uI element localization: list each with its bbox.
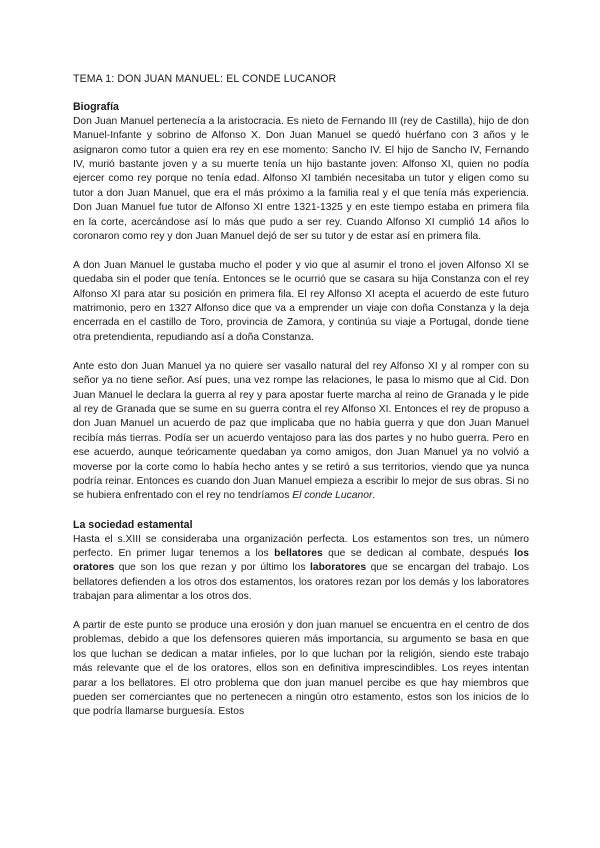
paragraph-sociedad-2: A partir de este punto se produce una erosión y don juan manuel se encuentra en el centro de dos problemas, debido a que los defensores quieren más importancia, su argumento se basa en que los que luchan se dedican a matar infieles, por lo que luchan por la religión, siendo este trabajo más relevante que el de los oratores, ellos son en definitiva imprescindibles. Los reyes intentan parar a los bellatores. El otro problema que don juan manuel percibe es que hay miembros que pueden ser comerciantes que no pertenecen a ningún otro estamento, estos son los inicios de lo que podría llamarse burguesía. Estos [73,619,529,718]
paragraph-biografia-3 [73,360,529,504]
paragraph-sociedad-1 [73,533,529,605]
term-oratores: los oratores [73,547,529,574]
document-title: TEMA 1: DON JUAN MANUEL: EL CONDE LUCANOR [73,73,337,85]
paragraph-text: que son los que rezan y por último los [114,562,311,574]
term-bellatores: bellatores [274,547,323,559]
term-laboratores: laboratores [310,562,367,574]
paragraph-biografia-1: Don Juan Manuel pertenecía a la aristocracia. Es nieto de Fernando III (rey de Castilla), hijo de don Manuel-Infante y sobrino de Alfonso X. Don Juan Manuel se quedó huérfano con 3 años y le asignaron como tutor a quien era rey en ese momento: Sancho IV. El hijo de Sancho IV, Fernando IV, murió bastante joven y a su muerte tenía un hijo bastante joven: Alfonso XI, quien no podía ejercer como rey porque no tenía edad. Alfonso XI también necesitaba un tutor y eligen como su tutor a don Juan Manuel, que era el más próximo a la familia real y el que tenía más experiencia. Don Juan Manuel fue tutor de Alfonso XI entre 1321-1325 y en este tiempo estaba en primera fila en la corte, acercándose así lo más que pudo a ser rey. Cuando Alfonso XI cumplió 14 años lo coronaron como rey y don Juan Manuel dejó de ser su tutor y de estar así en primera fila. [73,115,529,243]
section-heading-biografia: Biografía [73,101,119,114]
document-page [73,72,529,720]
paragraph-text: Hasta el s.XIII se consideraba una organización perfecta. Los estamentos son tres, un número perfecto. En primer lugar tenemos a los [73,533,529,559]
book-title: El conde Lucanor [292,490,373,502]
paragraph-biografia-2: A don Juan Manuel le gustaba mucho el poder y vio que al asumir el trono el joven Alfonso XI se quedaba sin el poder que tenía. Entonces se le ocurrió que se casara su hija Constanza con el rey Alfonso XI para atar su posición en primera fila. El rey Alfonso XI acepta el acuerdo de este futuro matrimonio, pero en 1327 Alfonso dice que va a emprender un viaje con doña Constanza y la deja encerrada en el castillo de Toro, provincia de Zamora, y continúa su viaje a Portugal, donde tiene otra pretendienta, repudiando así a doña Constanza. [73,259,529,343]
paragraph-text-end: . [372,490,376,502]
paragraph-text: que se encargan del trabajo. Los bellatores defienden a los otros dos estamentos, los oratores rezan por los demás y los laboratores trabajan para alimentar a los otros dos. [73,562,529,603]
section-heading-sociedad: La sociedad estamental [73,519,193,532]
paragraph-text: que se dedican al combate, después [322,547,515,559]
paragraph-text: Ante esto don Juan Manuel ya no quiere ser vasallo natural del rey Alfonso XI y al romper con su señor ya no tiene señor. Así pues, una vez rompe las relaciones, le pasa lo mismo que al Cid. Don Juan Manuel le declara la guerra al rey y para apostar fuerte marcha al reino de Granada y le pide al rey de Granada que se sume en su guerra contra el rey Alfonso XI. Entonces el rey de propuso a don Juan Manuel un acuerdo de paz que implicaba que no había guerra y que don Juan Manuel recibía más tierras. Podía ser un acuerdo ventajoso para las dos partes y no hubo guerra. Pero en ese acuerdo, aunque teóricamente quedaban ya como amigos, don Juan Manuel ya no volvió a moverse por la corte como lo había hecho antes y se retiró a sus territorios, viendo que ya nunca podría reinar. Entonces es cuando don Juan Manuel empieza a escribir lo mejor de sus obras. Si no se hubiera enfrentado con el rey no tendríamos [73,360,529,502]
